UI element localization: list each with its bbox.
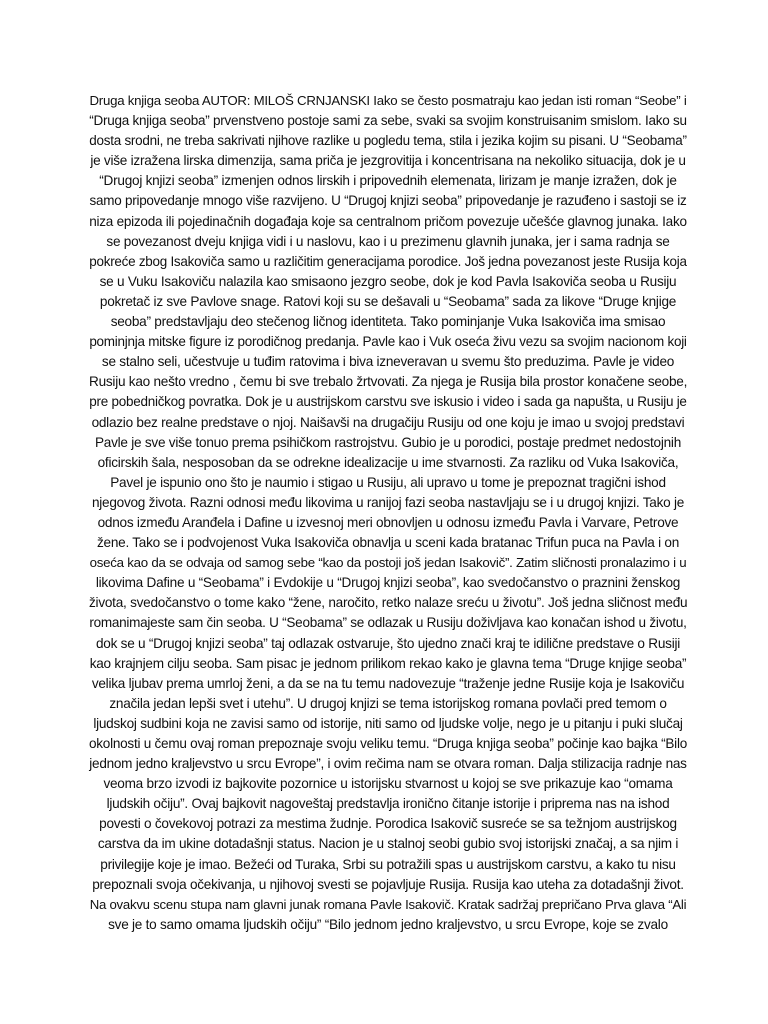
text-line: značila jedan lepši svet i utehu”. U drugoj knjizi se tema istorijskog romana povlači pred temom o [109, 695, 667, 711]
text-line: “Drugoj knjizi seoba” izmenjen odnos lirskih i pripovednih elemenata, lirizam je manje izražen, dok je [99, 173, 677, 189]
text-line: jednom jedno kraljevstvo u srcu Evrope”, i ovim rečima nam se otvara roman. Dalja stilizacija radnje nas [89, 756, 687, 772]
text-line: je više izražena lirska dimenzija, sama priča je jezgrovitija i koncentrisana na nekoliko situacija, dok je u [90, 153, 686, 169]
text-line: pominjnja mitske figure iz porodičnog predanja. Pavle kao i Vuk oseća živu vezu sa svojim nacionom koji [89, 334, 687, 350]
text-line: prepoznali svoja očekivanja, u njihovoj svesti se pojavljuje Rusija. Rusija kao uteha za dotadašnji život. [92, 876, 684, 892]
text-line: ljudskoj sudbini koja ne zavisi samo od istorije, niti samo od ljudske volje, nego je u pitanju i puki slučaj [93, 715, 683, 731]
text-line: povesti o čovekovoj potrazi za mestima žudnje. Porodica Isakovič susreće se sa težnjom austrijskog [99, 816, 677, 832]
text-line: romanimajeste sam čin seoba. U “Seobama” se odlazak u Rusiju doživljava kao konačan ishod u životu, [89, 615, 687, 631]
text-line: niza epizoda ili pojedinačnih događaja koje sa centralnom pričom povezuje učešće glavnog junaka. Iako [89, 213, 687, 229]
text-line: pokretač iz sve Pavlove snage. Ratovi koji su se dešavali u “Seobama” sada za likove “Druge knjige [99, 293, 677, 309]
text-line: odlazio bez realne predstave o njoj. Naišavši na drugačiju Rusiju od one koju je imao u svojoj predstavi [91, 414, 685, 430]
text-line: Rusiju kao nešto vredno , čemu bi sve trebalo žrtvovati. Za njega je Rusija bila prostor konačene seobe, [89, 374, 688, 390]
text-line: sve je to samo omama ljudskih očiju” “Bilo jednom jedno kraljevstvo, u srcu Evrope, koje se zvalo [108, 916, 668, 932]
text-line: Pavel je ispunio ono što je naumio i stigao u Rusiju, ali upravo u tome je prepoznat tragični ishod [110, 474, 666, 490]
text-line: se povezanost dveju knjiga vidi i u naslovu, kao i u prezimenu glavnih junaka, jer i sama radnja se [106, 233, 670, 249]
text-line: Druga knjiga seoba AUTOR: MILOŠ CRNJANSKI Iako se često posmatraju kao jedan isti roman “Seobe” i [89, 93, 687, 108]
text-line: “Druga knjiga seoba” prvenstveno postoje sami za sebe, svaki sa svojim konstruisanim smislom. Iako su [89, 113, 687, 129]
text-line: samo pripovedanje mnogo više razvijeno. U “Drugoj knjizi seoba” pripovedanje je razuđeno i sastoji se iz [89, 193, 687, 209]
text-line: žene. Tako se i podvojenost Vuka Isakoviča obnavlja u sceni kada bratanac Trifun puca na Pavla i on [96, 535, 680, 551]
text-line: života, svedočanstvo o tome kako “žene, naročito, retko nalaze sreću u životu”. Još jedna sličnost među [89, 595, 688, 611]
text-line: veoma brzo izvodi iz bajkovite pozornice u istorijsku stvarnost u kojoj se sve prikazuje kao “omama [103, 776, 673, 792]
text-line: okolnosti u čemu ovaj roman prepoznaje svoju veliku temu. “Druga knjiga seoba” počinje kao bajka “Bilo [89, 736, 687, 751]
text-line: Pavle je sve više tonuo prema psihičkom rastrojstvu. Gubio je u porodici, postaje predmet nedostojnih [94, 434, 682, 450]
document-body-text [89, 91, 687, 935]
text-line: velika ljubav prema umrloj ženi, a da se na tu temu nadovezuje “traženje jedne Rusije koja je Isakoviču [91, 675, 685, 691]
text-line: Na ovakvu scenu stupa nam glavni junak romana Pavle Isakovič. Kratak sadržaj prepričano Prva glava “Ali [89, 896, 687, 912]
text-line: seoba” predstavljaju deo stečenog ličnog identiteta. Tako pominjanje Vuka Isakoviča ima smisao [110, 314, 666, 330]
text-line: oficirskih šala, nesposoban da se odrekne idealizacije u ime stvarnosti. Za razliku od Vuka Isakoviča, [97, 454, 679, 470]
text-line: dosta srodni, ne treba sakrivati njihove razlike u pogledu tema, stila i jezika kojim su pisani. U “Seobama” [89, 133, 687, 149]
text-line: pokreće zbog Isakoviča samo u različitim generacijama porodice. Još jedna povezanost jeste Rusija koja [89, 253, 687, 269]
text-line: odnos između Aranđela i Dafine u izvesnoj meri obnovljen u odnosu između Pavla i Varvare, Petrove [97, 514, 679, 530]
text-line: se u Vuku Isakoviču nalazila kao smisaono jezgro seobe, dok je kod Pavla Isakoviča seoba u Rusiju [99, 273, 677, 289]
text-line: dok se u “Drugoj knjizi seoba” taj odlazak ostvaruje, što ujedno znači kraj te idilične predstave o Rusiji [95, 635, 681, 651]
text-line: ljudskih očiju”. Ovaj bajkovit nagoveštaj predstavlja ironično čitanje istorije i priprema nas na ishod [106, 796, 670, 812]
text-line: pre pobedničkog povratka. Dok je u austrijskom carstvu sve iskusio i video i sada ga napušta, u Rusiju je [89, 394, 687, 410]
text-line: njegovog života. Razni odnosi među likovima u ranijoj fazi seoba nastavljaju se i u drugoj knjizi. Tako je [91, 494, 685, 510]
text-line: oseća kao da se odvaja od samog sebe “kao da postoji još jedan Isakovič”. Zatim sličnosti pronalazimo i u [89, 555, 687, 571]
text-line: carstva da im ukine dotadašnji status. Nacion je u stalnoj seobi gubio svoj istorijski značaj, a sa njim i [97, 836, 679, 852]
text-line: likovima Dafine u “Seobama” i Evdokije u “Drugoj knjizi seoba”, kao svedočanstvo o praznini ženskog [95, 575, 681, 591]
text-line: kao krajnjem cilju seoba. Sam pisac je jednom prilikom rekao kako je glavna tema “Druge knjige seoba” [89, 655, 687, 671]
text-line: se stalno seli, učestvuje u tuđim ratovima i biva izneveravan u svemu što preduzima. Pavle je video [101, 354, 675, 370]
text-line: privilegije koje je imao. Bežeći od Turaka, Srbi su potražili spas u austrijskom carstvu, a kako tu nisu [100, 856, 676, 872]
